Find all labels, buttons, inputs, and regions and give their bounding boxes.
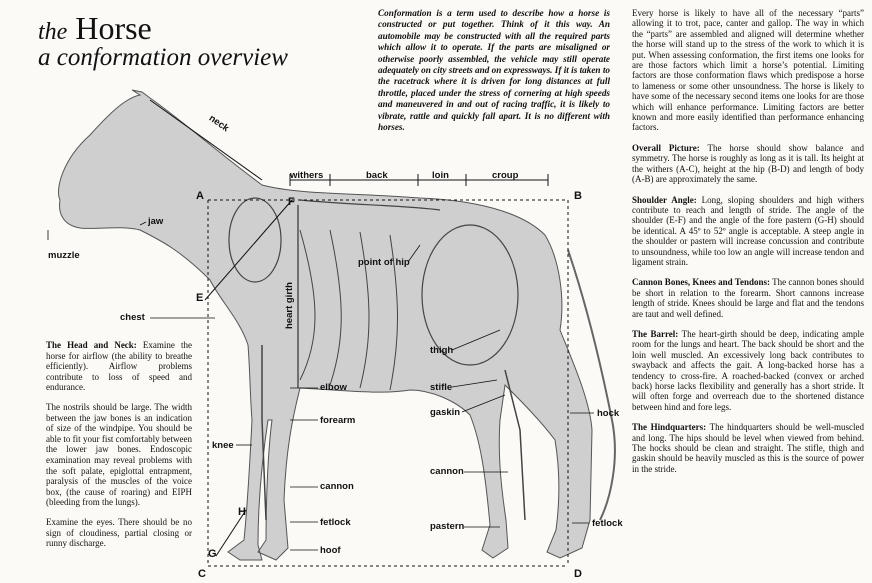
- label-muzzle: muzzle: [48, 250, 80, 261]
- label-heart-girth: heart girth: [283, 282, 295, 329]
- section-body: The horse should show balance and symmetry. The horse is roughly as long as it is tall. Its height at the withers (A-C), height at the hip (B-D) and length of body (A-B) are approximately the same.: [632, 142, 865, 185]
- label-point-H: H: [238, 506, 246, 518]
- section-heading: The Barrel:: [632, 328, 679, 339]
- intro-paragraph: Conformation is a term used to describe how a horse is constructed or put together. Think of it this way. An automobile may be constructed with all the required parts which allow it to operate. If the parts are misaligned or otherwise poorly assembled, the vehicle may still operate adequately on city streets and on expressways. If it is taken to the racetrack where it is driven for long distances at full throttle, placed under the stress of cornering at high speeds and maneuvered in and out of racing traffic, it is likely to vibrate, rattle and quickly fall apart. It is no different with horses.: [378, 8, 610, 133]
- title-horse: Horse: [75, 10, 152, 46]
- label-withers: withers: [290, 170, 324, 181]
- section-body: Long, sloping shoulders and high withers contribute to reach and length of stride. The angle of the shoulder (E-F) and the angle of the fore pastern (G-H) should be identical. A 45º to 52º angle is acceptable. A steep angle in the shoulder or pastern will increase concussion and contribute to unsoundness, while too low an angle will increase tendon and ligament strain.: [632, 194, 864, 267]
- label-cannon-hind: cannon: [430, 466, 464, 477]
- label-cannon-fore: cannon: [320, 481, 354, 492]
- section-body: Examine the horse for airflow (the ability to breathe efficiently). Airflow problems contribute to loss of speed and endurance.: [46, 340, 192, 393]
- section-heading: Cannon Bones, Knees and Tendons:: [632, 277, 770, 288]
- label-forearm: forearm: [320, 415, 356, 426]
- label-point-E: E: [196, 292, 204, 304]
- label-thigh: thigh: [430, 345, 454, 356]
- label-point-A: A: [196, 190, 204, 202]
- label-knee: knee: [212, 440, 234, 451]
- right-paragraph: Every horse is likely to have all of the necessary “parts” allowing it to trot, pace, canter and gallop. The way in which the “parts” are assembled and aligned will determine whether the horse will stand up to the stress of the work to which it is put. When assessing conformation, the first items one looks for are those factors which limit a horse’s potential. Limiting factors are those conformation flaws which predispose a horse to lameness or some other unsoundness. The horse is likely to have some of the necessary second items one looks for are those which will enhance performance. Limiting factors are better known and more easily identified than performance enhancing factors.: [632, 8, 864, 133]
- label-back: back: [366, 170, 388, 181]
- label-chest: chest: [120, 312, 145, 323]
- section-body: The cannon bones should be short in relation to the forearm. Short cannons increase length of stride. Knees should be large and flat and the tendons are taut and well defined.: [632, 277, 864, 319]
- label-pastern: pastern: [430, 521, 465, 532]
- label-croup: croup: [492, 170, 519, 181]
- label-jaw: jaw: [148, 216, 164, 227]
- section-body: The hindquarters should be well-muscled and long. The hips should be level when viewed from behind. The hocks should be clean and straight. The stifle, thigh and gaskin should be heavily muscled as this is the source of power in the stride.: [632, 422, 864, 474]
- section-heading: Shoulder Angle:: [632, 194, 697, 205]
- label-stifle: stifle: [430, 382, 453, 393]
- page-subtitle: a conformation overview: [38, 44, 288, 71]
- label-point-F: F: [288, 196, 295, 208]
- title-the: the: [38, 19, 68, 45]
- label-neck: neck: [206, 112, 231, 135]
- label-elbow: elbow: [320, 382, 347, 393]
- label-fetlock-fore: fetlock: [320, 517, 351, 528]
- label-point-G: G: [208, 548, 217, 560]
- section-heading: Overall Picture:: [632, 142, 700, 153]
- section-body: The heart-girth should be deep, indicating ample room for the lungs and heart. The back should be short and the loin well muscled. An excessively long back contributes to swayback and affects the gait. A long-backed horse has a tendency to cross-fire. A roached-backed (convex or arched back) horse lacks flexibility and generally has a short stride. It will often forge and overreach due to the shortened distance between hind and fore legs.: [632, 328, 864, 412]
- label-point-of-hip: point of hip: [358, 257, 410, 268]
- label-point-C: C: [198, 568, 206, 580]
- label-loin: loin: [432, 170, 449, 181]
- label-hock: hock: [597, 408, 620, 419]
- label-gaskin: gaskin: [430, 407, 461, 418]
- label-fetlock-hind: fetlock: [592, 518, 623, 529]
- section-heading: The Hindquarters:: [632, 422, 707, 433]
- eyes-paragraph: Examine the eyes. There should be no sign of cloudiness, partial closing or runny discharge.: [46, 516, 192, 549]
- label-hoof: hoof: [320, 545, 341, 556]
- label-point-D: D: [574, 568, 582, 580]
- nostrils-paragraph: The nostrils should be large. The width between the jaw bones is an indication of size of the windpipe. You should be able to fit your fist comfortably between the lower jaw bones. Endoscopic examination may reveal problems with the soft palate, epiglottal entrapment, paralysis of the muscles of the voice box, (the cause of roaring) and EIPH (bleeding from the lungs).: [46, 401, 192, 508]
- section-heading: The Head and Neck:: [46, 340, 137, 350]
- label-point-B: B: [574, 190, 582, 202]
